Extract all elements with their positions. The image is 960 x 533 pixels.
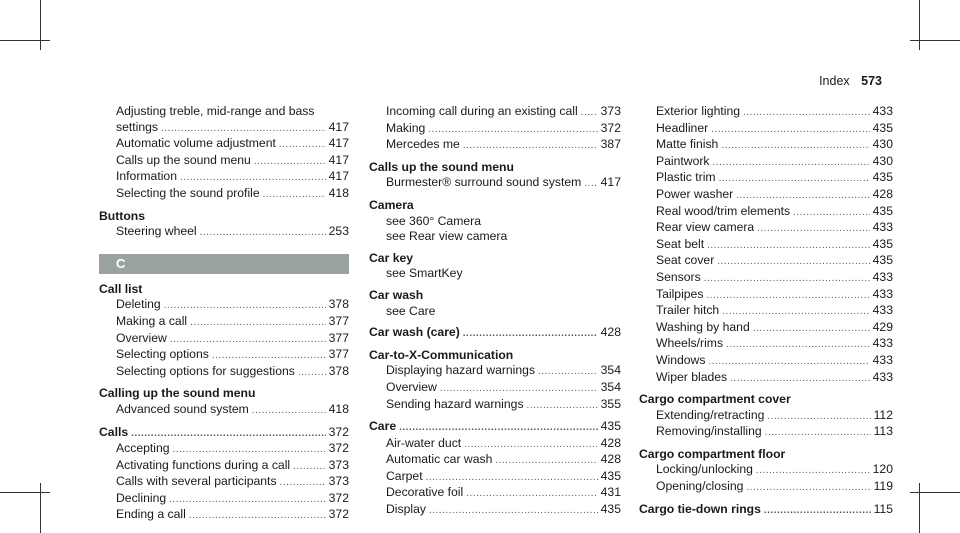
entry-text: Headliner [656,120,709,135]
index-subentry [99,474,349,491]
entry-text: Displaying hazard warnings [386,363,536,378]
page-reference: 430 [872,137,893,152]
index-subentry [99,331,349,348]
entry-text: Steering wheel [116,224,197,239]
index-subentry [369,137,621,154]
page-reference: 119 [873,479,893,494]
page-reference: 435 [600,419,621,434]
entry-text: Activating functions during a call [116,457,291,472]
dot-leader [756,463,870,479]
index-subentry [99,169,349,186]
entry-text: Wiper blades [656,369,728,384]
dot-leader [722,304,869,320]
dot-leader [726,337,870,353]
index-subentry [639,424,893,441]
index-entry-heading [369,288,621,304]
index-subentry [99,104,349,120]
dot-leader [173,442,326,458]
page-number: 573 [861,74,882,88]
index-subentry [99,186,349,203]
dot-leader [293,459,326,475]
entry-text: Trailer hitch [656,303,720,318]
index-entry-heading [99,386,349,402]
index-entry-heading [639,447,893,463]
dot-leader [719,171,870,187]
page-reference: 435 [872,236,893,251]
page-reference: 354 [600,363,621,378]
index-subentry [99,347,349,364]
entry-text: Care [369,419,397,434]
dot-leader [708,354,869,370]
dot-leader [161,121,326,137]
index-subentry [369,363,621,380]
entry-text: Carpet [386,468,423,483]
dot-leader [164,298,326,314]
dot-leader [707,238,870,254]
page-reference: 430 [872,153,893,168]
entry-text: Air-water duct [386,435,462,450]
index-entry-heading [369,325,621,342]
index-subentry [639,462,893,479]
dot-leader [464,437,597,453]
page-reference: 433 [872,336,893,351]
page-reference: 428 [600,435,621,450]
page-header [819,74,882,88]
entry-text: Deleting [116,297,161,312]
crop-mark [919,0,920,50]
index-column-1 [99,104,349,524]
dot-leader [212,348,326,364]
dot-leader [190,315,326,331]
entry-text: Call list [99,281,143,296]
page-reference: 435 [872,253,893,268]
page-reference: 417 [328,169,349,184]
dot-leader [765,425,871,441]
index-subentry [369,397,621,414]
index-subentry [639,353,893,370]
index-subentry [639,170,893,187]
dot-leader [279,137,326,153]
index-subentry [99,458,349,475]
index-subentry [369,266,621,282]
entry-text: see Rear view camera [386,229,508,244]
dot-leader [757,221,869,237]
index-subentry [99,441,349,458]
index-entry-heading [369,251,621,267]
entry-text: Exterior lighting [656,104,740,118]
page-reference: 428 [600,452,621,467]
entry-text: Power washer [656,186,734,201]
dot-leader [721,138,869,154]
page-reference: 433 [872,269,893,284]
section-letter-header: C [99,254,349,274]
page-reference: 112 [873,407,893,422]
index-entry-heading [99,425,349,442]
index-subentry [639,154,893,171]
page-reference: 373 [328,457,349,472]
index-subentry [369,104,621,121]
index-entry-heading [369,419,621,436]
dot-leader [254,154,326,170]
page-reference: 428 [872,186,893,201]
dot-leader [711,122,869,138]
entry-text: Opening/closing [656,479,744,494]
dot-leader [399,420,598,436]
dot-leader [743,105,870,121]
index-column-2 [369,104,621,519]
index-subentry [369,121,621,138]
entry-text: Calls up the sound menu [369,159,514,174]
page-reference: 377 [328,313,349,328]
page-reference: 417 [328,119,349,134]
dot-leader [189,508,326,524]
index-subentry [639,204,893,221]
index-entry-heading [99,209,349,225]
entry-text: Locking/unlocking [656,462,753,477]
index-subentry [639,270,893,287]
dot-leader [170,332,326,348]
dot-leader [584,176,597,192]
dot-leader [713,155,870,171]
index-subentry [99,297,349,314]
dot-leader [429,503,598,519]
index-entry-heading [639,392,893,408]
index-subentry [99,402,349,419]
page-reference: 253 [328,224,349,239]
page-reference: 431 [600,485,621,500]
dot-leader [200,225,326,241]
dot-leader [463,326,598,342]
page-reference: 372 [328,490,349,505]
page-reference: 435 [600,502,621,517]
entry-text: see 360° Camera [386,213,481,228]
page-reference: 435 [600,468,621,483]
index-entry-heading [369,348,621,364]
page-reference: 115 [873,501,893,516]
crop-mark [919,483,920,533]
entry-text: Car wash (care) [369,325,460,340]
page-reference: 433 [872,104,893,118]
dot-leader [764,503,871,519]
dot-leader [252,403,326,419]
dot-leader [538,364,598,380]
entry-text: Camera [369,197,414,212]
entry-text: Tailpipes [656,286,704,301]
index-subentry [369,452,621,469]
index-subentry [369,469,621,486]
entry-text: Calls [99,424,129,439]
crop-mark [0,40,50,41]
page-reference: 433 [872,352,893,367]
index-subentry [639,237,893,254]
entry-text: Selecting options for suggestions [116,363,295,378]
index-subentry [99,491,349,508]
page-reference: 418 [328,185,349,200]
index-subentry [639,303,893,320]
entry-text: Automatic car wash [386,452,493,467]
page-reference: 429 [872,319,893,334]
entry-text: Calls up the sound menu [116,152,251,167]
page-reference: 378 [328,297,349,312]
index-subentry [369,380,621,397]
entry-text: Cargo compartment cover [639,392,791,407]
page-reference: 435 [872,170,893,185]
dot-leader [736,188,869,204]
entry-text: Overview [386,379,437,394]
entry-text: see SmartKey [386,266,463,281]
entry-text: Removing/installing [656,424,762,439]
page-reference: 433 [872,220,893,235]
entry-text: Car-to-X-Communication [369,347,514,362]
entry-text: Automatic volume adjustment [116,136,276,151]
index-subentry [639,320,893,337]
crop-mark [910,40,960,41]
entry-text: Seat cover [656,253,715,268]
entry-text: see Care [386,303,436,318]
entry-text: Advanced sound system [116,401,249,416]
entry-text: Plastic trim [656,170,716,185]
dot-leader [169,492,326,508]
index-subentry [639,287,893,304]
page-reference: 378 [328,363,349,378]
crop-mark [910,492,960,493]
dot-leader [706,288,869,304]
entry-text: Car wash [369,287,424,302]
page-reference: 355 [600,396,621,411]
dot-leader [463,138,598,154]
entry-text: Paintwork [656,153,710,168]
page-reference: 377 [328,347,349,362]
entry-text: Rear view camera [656,220,755,235]
entry-text: Ending a call [116,507,186,522]
page-reference: 417 [328,152,349,167]
page-reference: 428 [600,325,621,340]
entry-text: Real wood/trim elements [656,203,791,218]
crop-mark [0,492,50,493]
dot-leader [280,475,326,491]
entry-text: Calls with several participants [116,474,277,489]
dot-leader [180,170,326,186]
entry-text: Declining [116,490,167,505]
dot-leader [704,271,870,287]
entry-text: Burmester® surround sound system [386,175,582,190]
page-reference: 377 [328,330,349,345]
index-subentry [99,153,349,170]
dot-leader [426,470,598,486]
page-reference: 417 [600,175,621,190]
dot-leader [767,409,870,425]
entry-text: Washing by hand [656,319,750,334]
index-entry-heading [99,282,349,298]
page-reference: 433 [872,369,893,384]
dot-leader [440,381,598,397]
page-reference: 418 [328,401,349,416]
dot-leader [495,453,597,469]
page-reference: 373 [600,104,621,118]
entry-text: Wheels/rims [656,336,724,351]
dot-leader [730,371,870,387]
index-subentry [369,175,621,192]
entry-text: Decorative foil [386,485,464,500]
index-subentry [99,314,349,331]
page-reference: 435 [872,203,893,218]
index-subentry [99,507,349,524]
entry-text: Buttons [99,208,146,223]
index-subentry [639,370,893,387]
index-subentry [369,502,621,519]
index-entry-heading [639,502,893,519]
page-reference: 372 [600,120,621,135]
entry-text: Information [116,169,177,184]
index-subentry [639,121,893,138]
page-reference: 433 [872,303,893,318]
index-subentry [639,479,893,496]
entry-text: Mercedes me [386,137,460,152]
dot-leader [131,426,326,442]
entry-text: Cargo compartment floor [639,446,786,461]
entry-text: Calling up the sound menu [99,386,256,401]
dot-leader [793,205,870,221]
page-reference: 113 [873,424,893,439]
index-subentry [369,304,621,320]
page-reference: 372 [328,507,349,522]
index-subentry [639,336,893,353]
index-subentry [99,120,349,137]
index-subentry [639,253,893,270]
dot-leader [746,480,870,496]
page-reference: 433 [872,286,893,301]
entry-text: Matte finish [656,137,719,152]
index-subentry [369,214,621,230]
dot-leader [428,122,597,138]
entry-text: Windows [656,352,706,367]
index-subentry [639,104,893,121]
page-reference: 417 [328,136,349,151]
index-entry-heading [369,198,621,214]
dot-leader [298,365,326,381]
index-subentry [369,229,621,245]
dot-leader [717,254,869,270]
entry-text: Incoming call during an existing call [386,104,578,118]
dot-leader [527,398,598,414]
entry-text: Sending hazard warnings [386,396,524,411]
page-reference: 372 [328,424,349,439]
entry-text: Sensors [656,269,701,284]
index-entry-heading [369,160,621,176]
index-subentry [369,485,621,502]
entry-text: Seat belt [656,236,705,251]
entry-text: settings [116,119,159,134]
page-reference: 372 [328,441,349,456]
entry-text: Selecting the sound profile [116,185,260,200]
dot-leader [581,105,598,121]
page-reference: 387 [600,137,621,152]
page-reference: 373 [328,474,349,489]
index-subentry [639,408,893,425]
entry-text: Making a call [116,313,188,328]
entry-text: Extending/retracting [656,407,765,422]
index-subentry [99,224,349,241]
index-subentry [639,220,893,237]
page-reference: 354 [600,379,621,394]
entry-text: Selecting options [116,347,209,362]
entry-text: Car key [369,250,414,265]
index-subentry [369,436,621,453]
crop-mark [40,483,41,533]
index-subentry [639,137,893,154]
entry-text: Accepting [116,441,170,456]
page-reference: 120 [872,462,893,477]
crop-mark [40,0,41,50]
index-subentry [99,136,349,153]
index-subentry [639,187,893,204]
entry-text: Making [386,120,426,135]
page-reference: 435 [872,120,893,135]
entry-text: Cargo tie-down rings [639,501,761,516]
entry-text: Adjusting treble, mid-range and bass [116,104,315,118]
entry-text: Overview [116,330,167,345]
dot-leader [263,187,326,203]
dot-leader [466,486,597,502]
entry-text: Display [386,502,426,517]
header-title: Index [819,74,850,88]
index-column-3 [639,104,893,518]
index-subentry [99,364,349,381]
dot-leader [753,321,870,337]
